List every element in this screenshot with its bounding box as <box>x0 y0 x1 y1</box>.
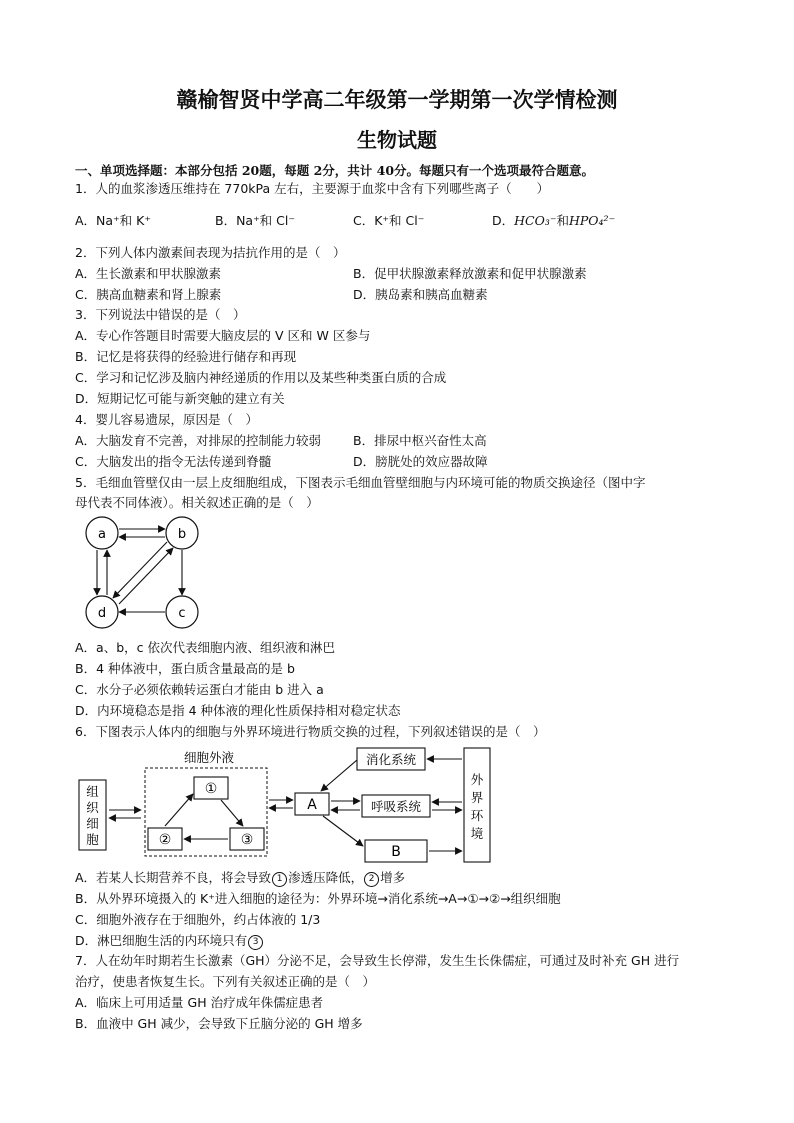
q6-exchange-diagram <box>75 744 495 866</box>
q5-option-a: A．a、b，c 依次代表细胞内液、组织液和淋巴 <box>75 640 335 655</box>
node-d-label: d <box>97 606 107 621</box>
q4-option-a: A．大脑发育不完善，对排尿的控制能力较弱 <box>75 433 322 448</box>
q5-stem-line2: 母代表不同体液）。相关叙述正确的是（ ） <box>75 495 319 510</box>
fluid-2-label: ② <box>158 832 172 848</box>
q1-stem: 1．人的血浆渗透压维持在 770kPa 左右，主要源于血浆中含有下列哪些离子（ ） <box>75 181 550 196</box>
q5-body-fluid-diagram <box>75 512 215 632</box>
extracellular-fluid-label: 细胞外液 <box>183 750 235 765</box>
q7-stem-line2: 治疗，使患者恢复生长。下列有关叙述正确的是（ ） <box>75 974 376 989</box>
q4-option-b: B．排尿中枢兴奋性太高 <box>353 433 487 448</box>
q3-option-c: C．学习和记忆涉及脑内神经递质的作用以及某些种类蛋白质的合成 <box>75 370 447 385</box>
q3-option-d: D．短期记忆可能与新突触的建立有关 <box>75 391 285 406</box>
env-char-1: 外 <box>470 772 484 787</box>
q4-stem: 4．婴儿容易遗尿，原因是（ ） <box>75 412 258 427</box>
q1-option-b: B．Na⁺和 Cl⁻ <box>215 213 295 228</box>
digestive-system-label: 消化系统 <box>365 752 417 767</box>
q3-option-a: A．专心作答题目时需要大脑皮层的 V 区和 W 区参与 <box>75 328 371 343</box>
external-environment-box <box>464 748 490 862</box>
arrow-d-to-b <box>119 548 173 604</box>
page-title: 赣榆智贤中学高二年级第一学期第一次学情检测 <box>176 87 618 112</box>
respiratory-system-label: 呼吸系统 <box>370 799 422 814</box>
q4-option-d: D．膀胱处的效应器故障 <box>353 454 488 469</box>
q5-stem-line1: 5．毛细血管壁仅由一层上皮细胞组成，下图表示毛细血管壁细胞与内环境可能的物质交换途径（图中字 <box>75 475 646 490</box>
q7-stem-line1: 7．人在幼年时期若生长激素（GH）分泌不足，会导致生长停滞，发生生长侏儒症，可通过及时补充 GH 进行 <box>75 953 680 968</box>
q1-option-a: A．Na⁺和 K⁺ <box>75 213 151 228</box>
fluid-3-label: ③ <box>240 832 254 848</box>
q6-option-d: D．淋巴细胞生活的内环境只有 3 <box>75 933 264 950</box>
q7-option-a: A．临床上可用适量 GH 治疗成年侏儒症患者 <box>75 995 324 1010</box>
q3-option-b: B．记忆是将获得的经验进行储存和再现 <box>75 349 297 364</box>
tissue-cell-char-2: 织 <box>86 800 99 815</box>
q1-option-d: D．HCO₃⁻和HPO₄²⁻ <box>492 213 616 228</box>
arrow-digestive-to-a <box>321 760 357 791</box>
box-b-label: B <box>391 844 401 860</box>
node-c-label: c <box>178 606 186 621</box>
tissue-cell-char-3: 细 <box>86 816 99 831</box>
q3-stem: 3．下列说法中错误的是（ ） <box>75 307 246 322</box>
q6-stem: 6．下图表示人体内的细胞与外界环境进行物质交换的过程，下列叙述错误的是（ ） <box>75 724 546 739</box>
q1-option-c: C．K⁺和 Cl⁻ <box>353 213 425 228</box>
arrow-a-to-b <box>323 816 363 846</box>
env-char-3: 环 <box>470 808 484 823</box>
fluid-1-label: ① <box>204 781 218 797</box>
q5-option-b: B．4 种体液中，蛋白质含量最高的是 b <box>75 661 295 676</box>
q2-option-a: A．生长激素和甲状腺激素 <box>75 266 222 281</box>
tissue-cell-char-1: 组 <box>86 784 99 799</box>
q5-option-c: C．水分子必须依赖转运蛋白才能由 b 进入 a <box>75 682 324 697</box>
q4-option-c: C．大脑发出的指令无法传递到脊髓 <box>75 454 272 469</box>
arrow-2-to-1 <box>165 794 193 826</box>
page-subtitle: 生物试题 <box>357 128 437 152</box>
node-a-label: a <box>98 527 106 542</box>
q6-option-c: C．细胞外液存在于细胞外，约占体液的 1/3 <box>75 912 321 927</box>
arrow-b-to-d <box>113 542 167 598</box>
node-b-label: b <box>177 527 187 542</box>
q6-option-a: A．若某人长期营养不良，将会导致 1 渗透压降低， 2 增多 <box>75 870 406 885</box>
q7-option-b: B．血液中 GH 减少，会导致下丘脑分泌的 GH 增多 <box>75 1016 363 1031</box>
q2-option-b: B．促甲状腺激素释放激素和促甲状腺激素 <box>353 266 587 281</box>
q2-option-c: C．胰高血糖素和肾上腺素 <box>75 287 222 302</box>
env-char-2: 界 <box>470 790 484 805</box>
box-a-label: A <box>307 797 317 813</box>
env-char-4: 境 <box>470 826 484 841</box>
tissue-cell-char-4: 胞 <box>86 832 99 847</box>
q5-option-d: D．内环境稳态是指 4 种体液的理化性质保持相对稳定状态 <box>75 703 401 718</box>
arrow-1-to-3 <box>221 800 243 826</box>
q6-option-b: B．从外界环境摄入的 K⁺进入细胞的途径为：外界环境→消化系统→A→①→②→组织细胞 <box>75 891 561 906</box>
section-heading: 一、单项选择题：本部分包括 20题，每题 2分，共计 40分。每题只有一个选项最符合题意。 <box>75 163 595 178</box>
q2-option-d: D．胰岛素和胰高血糖素 <box>353 287 488 302</box>
q2-stem: 2．下列人体内激素间表现为拮抗作用的是（ ） <box>75 245 346 260</box>
